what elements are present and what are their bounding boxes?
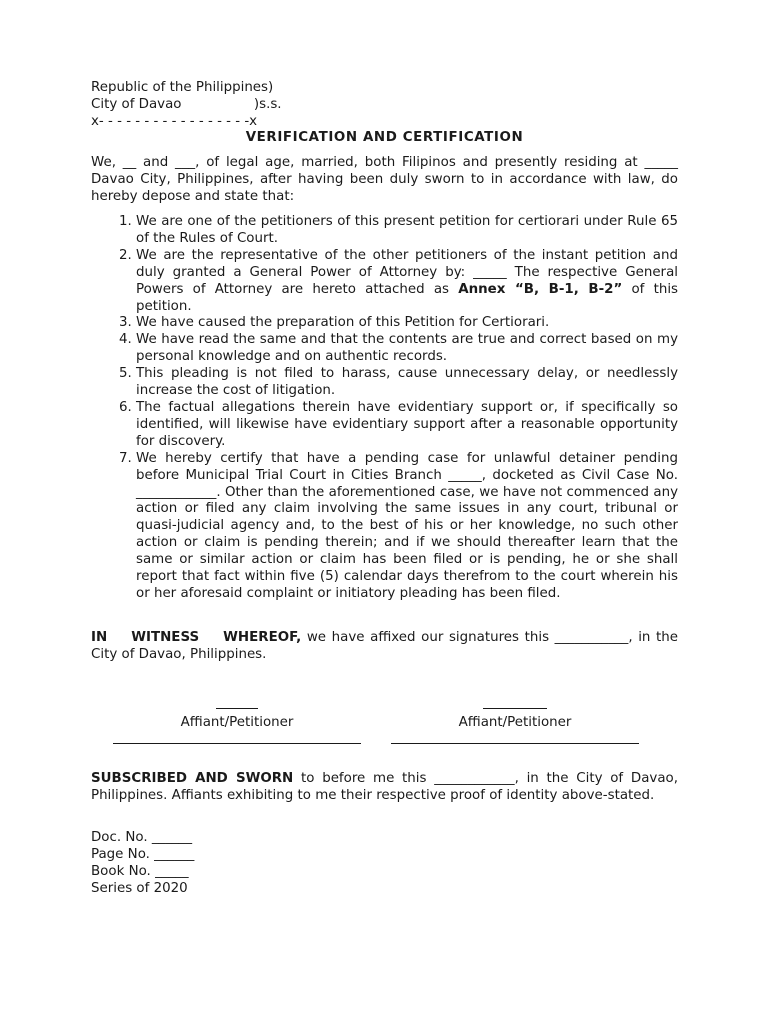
notarial-register — [91, 830, 678, 898]
series-year: Series of 2020 — [91, 880, 188, 896]
header-divider: x- - - - - - - - - - - - - - - - -x — [91, 113, 258, 129]
intro-paragraph: We, __ and ___, of legal age, married, both Filipinos and presently residing at _____ Davao City, Philippines, after having been duly sworn to in accordance with law, do hereby depose and state that: — [91, 155, 678, 204]
jurat-text: to before me this ____________, in the City of Davao, Philippines. Affiants exhibiting to me their respective proof of identity above-stated. — [91, 771, 678, 803]
jurat-paragraph — [91, 771, 678, 805]
header-republic: Republic of the Philippines) — [91, 80, 274, 95]
venue-header — [91, 80, 678, 131]
statement-item: 5. This pleading is not filed to harass, cause unnecessary delay, or needlessly increase the cost of litigation. — [136, 366, 678, 400]
page-number: Page No. ______ — [91, 846, 195, 862]
witness-text: we have affixed our signatures this ___________, in the City of Davao, Philippines. — [91, 630, 678, 662]
statement-item: 4. We have read the same and that the contents are true and correct based on my personal knowledge and on authentic records. — [136, 332, 678, 366]
statement-item — [136, 248, 678, 316]
statement-text: We are the representative of the other petitioners of the instant petition and duly granted a General Power of Attorney by: _____ The respective General Powers of Attorney are hereto attached as — [136, 247, 678, 297]
right-signature-mark — [483, 699, 547, 709]
book-number: Book No. _____ — [91, 863, 189, 879]
header-city: City of Davao )s.s. — [91, 96, 282, 112]
statement-item: 1. We are one of the petitioners of this present petition for certiorari under Rule 65 of the Rules of Court. — [136, 214, 678, 248]
left-signature-line — [113, 743, 361, 744]
right-signature-line — [391, 743, 639, 744]
statement-item: 6. The factual allegations therein have evidentiary support or, if specifically so identified, will likewise have evidentiary support after a reasonable opportunity for discovery. — [136, 400, 678, 451]
witness-heading: IN WITNESS WHEREOF, — [91, 630, 302, 645]
document-title: VERIFICATION AND CERTIFICATION — [245, 130, 524, 145]
statement-item: 7. We hereby certify that have a pending case for unlawful detainer pending before Municipal Trial Court in Cities Branch _____, docketed as Civil Case No. ____________. Other than the aforementioned case, we have not commenced any action or filed any claim involving the same issues in any court, tribunal or quasi-judicial agency and, to the best of his or her knowledge, no such other action or claim is pending therein; and if we should thereafter learn that the same or similar action or claim has been filed or is pending, he or she shall report that fact within five (5) calendar days therefrom to the court wherein his or her aforesaid complaint or initiatory pleading has been filed. — [136, 451, 678, 603]
annex-reference: Annex “B, B-1, B-2” — [458, 281, 623, 297]
left-affiant-label: Affiant/Petitioner — [180, 714, 294, 730]
statements-list — [91, 214, 678, 603]
right-affiant-label: Affiant/Petitioner — [458, 714, 572, 730]
witness-paragraph — [91, 630, 678, 664]
statement-text: of this petition. — [136, 281, 679, 314]
left-signature-block — [113, 698, 361, 732]
right-signature-block — [391, 698, 639, 732]
left-signature-mark — [216, 699, 258, 709]
statement-item: 3. We have caused the preparation of this Petition for Certiorari. — [136, 315, 678, 332]
doc-number: Doc. No. ______ — [91, 830, 193, 845]
jurat-heading: SUBSCRIBED AND SWORN — [91, 771, 294, 786]
